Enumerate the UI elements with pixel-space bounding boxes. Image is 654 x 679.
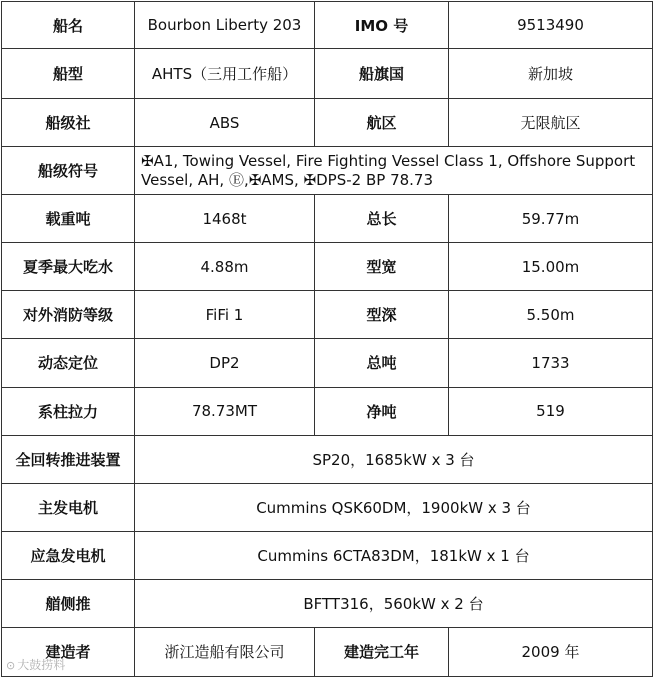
field-label: IMO 号 bbox=[315, 2, 449, 49]
field-label: 船级符号 bbox=[2, 147, 135, 195]
table-row bbox=[2, 435, 653, 483]
table-row bbox=[2, 291, 653, 339]
field-label: 系柱拉力 bbox=[2, 387, 135, 435]
weibo-icon: ⊙ bbox=[6, 659, 16, 672]
table-row bbox=[2, 387, 653, 435]
field-label: 总吨 bbox=[315, 339, 449, 387]
table-row bbox=[2, 195, 653, 243]
field-label: 航区 bbox=[315, 99, 449, 147]
table-row bbox=[2, 2, 653, 49]
field-value-wide: Cummins 6CTA83DM，181kW x 1 台 bbox=[135, 531, 653, 579]
table-row bbox=[2, 531, 653, 579]
watermark bbox=[6, 656, 65, 673]
field-value: FiFi 1 bbox=[135, 291, 315, 339]
table-row bbox=[2, 49, 653, 99]
field-value: AHTS（三用工作船） bbox=[135, 49, 315, 99]
field-label: 全回转推进装置 bbox=[2, 435, 135, 483]
field-value: 无限航区 bbox=[449, 99, 653, 147]
field-value: 9513490 bbox=[449, 2, 653, 49]
field-label: 型深 bbox=[315, 291, 449, 339]
table-row bbox=[2, 99, 653, 147]
field-label: 船名 bbox=[2, 2, 135, 49]
field-label: 夏季最大吃水 bbox=[2, 243, 135, 291]
field-value: 1468t bbox=[135, 195, 315, 243]
table-row bbox=[2, 339, 653, 387]
field-label: 建造完工年 bbox=[315, 627, 449, 676]
field-label: 总长 bbox=[315, 195, 449, 243]
field-value: 519 bbox=[449, 387, 653, 435]
field-label: 船型 bbox=[2, 49, 135, 99]
field-label: 建造者 bbox=[2, 627, 135, 676]
field-value-wide: ✠A1, Towing Vessel, Fire Fighting Vessel Class 1, Offshore Support Vessel, AH, Ⓔ,✠AMS, ✠DPS-2 BP 78.73 bbox=[135, 147, 653, 195]
field-value: 15.00m bbox=[449, 243, 653, 291]
table-row bbox=[2, 483, 653, 531]
spec-table-body bbox=[2, 2, 653, 677]
field-value: 78.73MT bbox=[135, 387, 315, 435]
field-value-wide: BFTT316，560kW x 2 台 bbox=[135, 579, 653, 627]
field-label: 船级社 bbox=[2, 99, 135, 147]
field-value: 浙江造船有限公司 bbox=[135, 627, 315, 676]
field-label: 型宽 bbox=[315, 243, 449, 291]
field-value: 5.50m bbox=[449, 291, 653, 339]
field-value: 59.77m bbox=[449, 195, 653, 243]
field-label: 载重吨 bbox=[2, 195, 135, 243]
field-value: DP2 bbox=[135, 339, 315, 387]
field-label: 动态定位 bbox=[2, 339, 135, 387]
field-label: 主发电机 bbox=[2, 483, 135, 531]
table-row bbox=[2, 243, 653, 291]
field-label: 船旗国 bbox=[315, 49, 449, 99]
field-value: 新加坡 bbox=[449, 49, 653, 99]
ship-spec-table bbox=[1, 1, 653, 677]
table-row bbox=[2, 147, 653, 195]
field-value: 2009 年 bbox=[449, 627, 653, 676]
field-label: 对外消防等级 bbox=[2, 291, 135, 339]
field-value: 1733 bbox=[449, 339, 653, 387]
table-row bbox=[2, 579, 653, 627]
field-label: 净吨 bbox=[315, 387, 449, 435]
watermark-text: 大鼓捞料 bbox=[17, 658, 66, 672]
table-row bbox=[2, 627, 653, 676]
field-value: ABS bbox=[135, 99, 315, 147]
field-value-wide: Cummins QSK60DM，1900kW x 3 台 bbox=[135, 483, 653, 531]
field-value: 4.88m bbox=[135, 243, 315, 291]
field-value-wide: SP20，1685kW x 3 台 bbox=[135, 435, 653, 483]
field-label: 艏侧推 bbox=[2, 579, 135, 627]
field-value: Bourbon Liberty 203 bbox=[135, 2, 315, 49]
field-label: 应急发电机 bbox=[2, 531, 135, 579]
